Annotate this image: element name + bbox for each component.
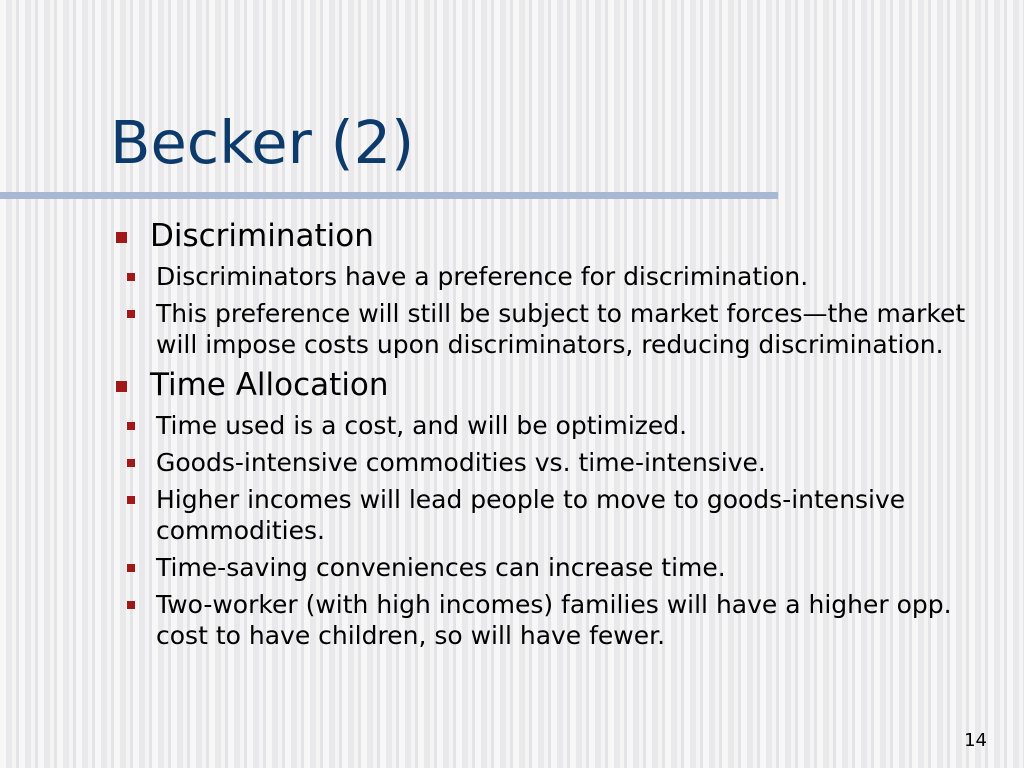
square-bullet-icon xyxy=(127,310,135,318)
sub-bullet xyxy=(110,552,990,583)
slide-body xyxy=(110,217,990,657)
sub-bullet xyxy=(110,589,990,651)
square-bullet-icon xyxy=(127,273,135,281)
sub-list-container xyxy=(110,261,990,360)
sub-bullet-text: Time-saving conveniences can increase time. xyxy=(156,553,726,582)
sub-bullet xyxy=(110,447,990,478)
square-bullet-icon xyxy=(127,459,135,467)
sub-bullet-text: This preference will still be subject to market forces—the market will impose costs upon discriminators, reducing discrimination. xyxy=(156,299,966,359)
square-bullet-icon xyxy=(116,232,127,243)
slide-title: Becker (2) xyxy=(110,108,415,177)
sub-bullet-text: Discriminators have a preference for discrimination. xyxy=(156,262,809,291)
sub-list-discrimination xyxy=(110,261,990,360)
sub-list-container xyxy=(110,410,990,651)
square-bullet-icon xyxy=(116,381,127,392)
sub-bullet-text: Higher incomes will lead people to move to goods-intensive commodities. xyxy=(156,485,906,545)
bullet-text: Time Allocation xyxy=(150,367,389,403)
square-bullet-icon xyxy=(127,601,135,609)
sub-bullet xyxy=(110,484,990,546)
square-bullet-icon xyxy=(127,422,135,430)
bullet-text: Discrimination xyxy=(150,218,374,254)
sub-bullet-text: Goods-intensive commodities vs. time-intensive. xyxy=(156,448,766,477)
page-number: 14 xyxy=(964,730,987,751)
bullet-discrimination xyxy=(110,217,990,255)
sub-bullet xyxy=(110,298,990,360)
bullet-time-allocation xyxy=(110,366,990,404)
square-bullet-icon xyxy=(127,564,135,572)
sub-bullet xyxy=(110,261,990,292)
sub-bullet-text: Time used is a cost, and will be optimized. xyxy=(156,411,688,440)
sub-bullet-text: Two-worker (with high incomes) families will have a higher opp. cost to have children, so will have fewer. xyxy=(156,590,952,650)
square-bullet-icon xyxy=(127,496,135,504)
sub-list-time-allocation xyxy=(110,410,990,651)
sub-bullet xyxy=(110,410,990,441)
title-underline-rule xyxy=(0,192,778,199)
